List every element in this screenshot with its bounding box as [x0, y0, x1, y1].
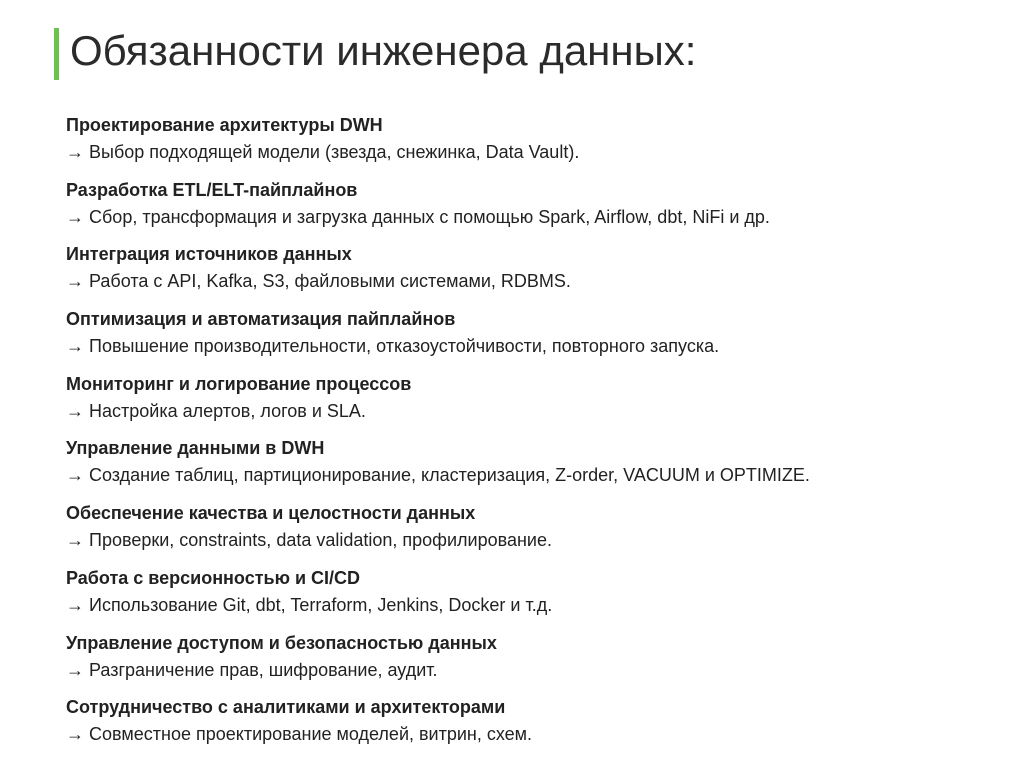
item-description: → Выбор подходящей модели (звезда, снежинка, Data Vault).	[66, 142, 580, 162]
item-heading: Интеграция источников данных	[66, 244, 352, 265]
list-item	[66, 241, 996, 306]
item-description: → Проверки, constraints, data validation, профилирование.	[66, 530, 552, 551]
list-item	[66, 177, 996, 242]
list-item	[66, 630, 996, 695]
list-item	[66, 694, 996, 759]
item-heading: Обеспечение качества и целостности данных	[66, 503, 476, 524]
list-item	[66, 371, 996, 436]
title-accent-bar	[54, 28, 59, 80]
item-heading: Управление данными в DWH	[66, 438, 325, 459]
item-heading: Работа с версионностью и CI/CD	[66, 567, 361, 588]
item-description: → Повышение производительности, отказоустойчивости, повторного запуска.	[66, 336, 720, 357]
list-item	[66, 565, 996, 630]
item-heading: Мониторинг и логирование процессов	[66, 373, 412, 394]
slide-title: Обязанности инженера данных:	[70, 27, 697, 74]
item-heading: Оптимизация и автоматизация пайплайнов	[66, 309, 456, 330]
item-heading: Сотрудничество с аналитиками и архитекторами	[66, 697, 506, 718]
item-description: → Использование Git, dbt, Terraform, Jenkins, Docker и т.д.	[66, 594, 553, 615]
item-heading: Разработка ETL/ELT-пайплайнов	[66, 179, 358, 200]
responsibilities-list	[66, 112, 996, 759]
list-item	[66, 112, 996, 177]
item-description: → Настройка алертов, логов и SLA.	[66, 400, 366, 421]
list-item	[66, 306, 996, 371]
item-description: → Разграничение прав, шифрование, аудит.	[66, 659, 438, 680]
list-item	[66, 435, 996, 500]
item-description: → Создание таблиц, партиционирование, кластеризация, Z-order, VACUUM и OPTIMIZE.	[66, 465, 810, 486]
item-description: → Работа с API, Kafka, S3, файловыми системами, RDBMS.	[66, 271, 571, 292]
item-heading: Управление доступом и безопасностью данных	[66, 632, 497, 653]
item-description: → Сбор, трансформация и загрузка данных с помощью Spark, Airflow, dbt, NiFi и др.	[66, 206, 770, 227]
item-description: → Совместное проектирование моделей, витрин, схем.	[66, 724, 533, 745]
item-heading: Проектирование архитектуры DWH	[66, 115, 383, 135]
list-item	[66, 500, 996, 565]
